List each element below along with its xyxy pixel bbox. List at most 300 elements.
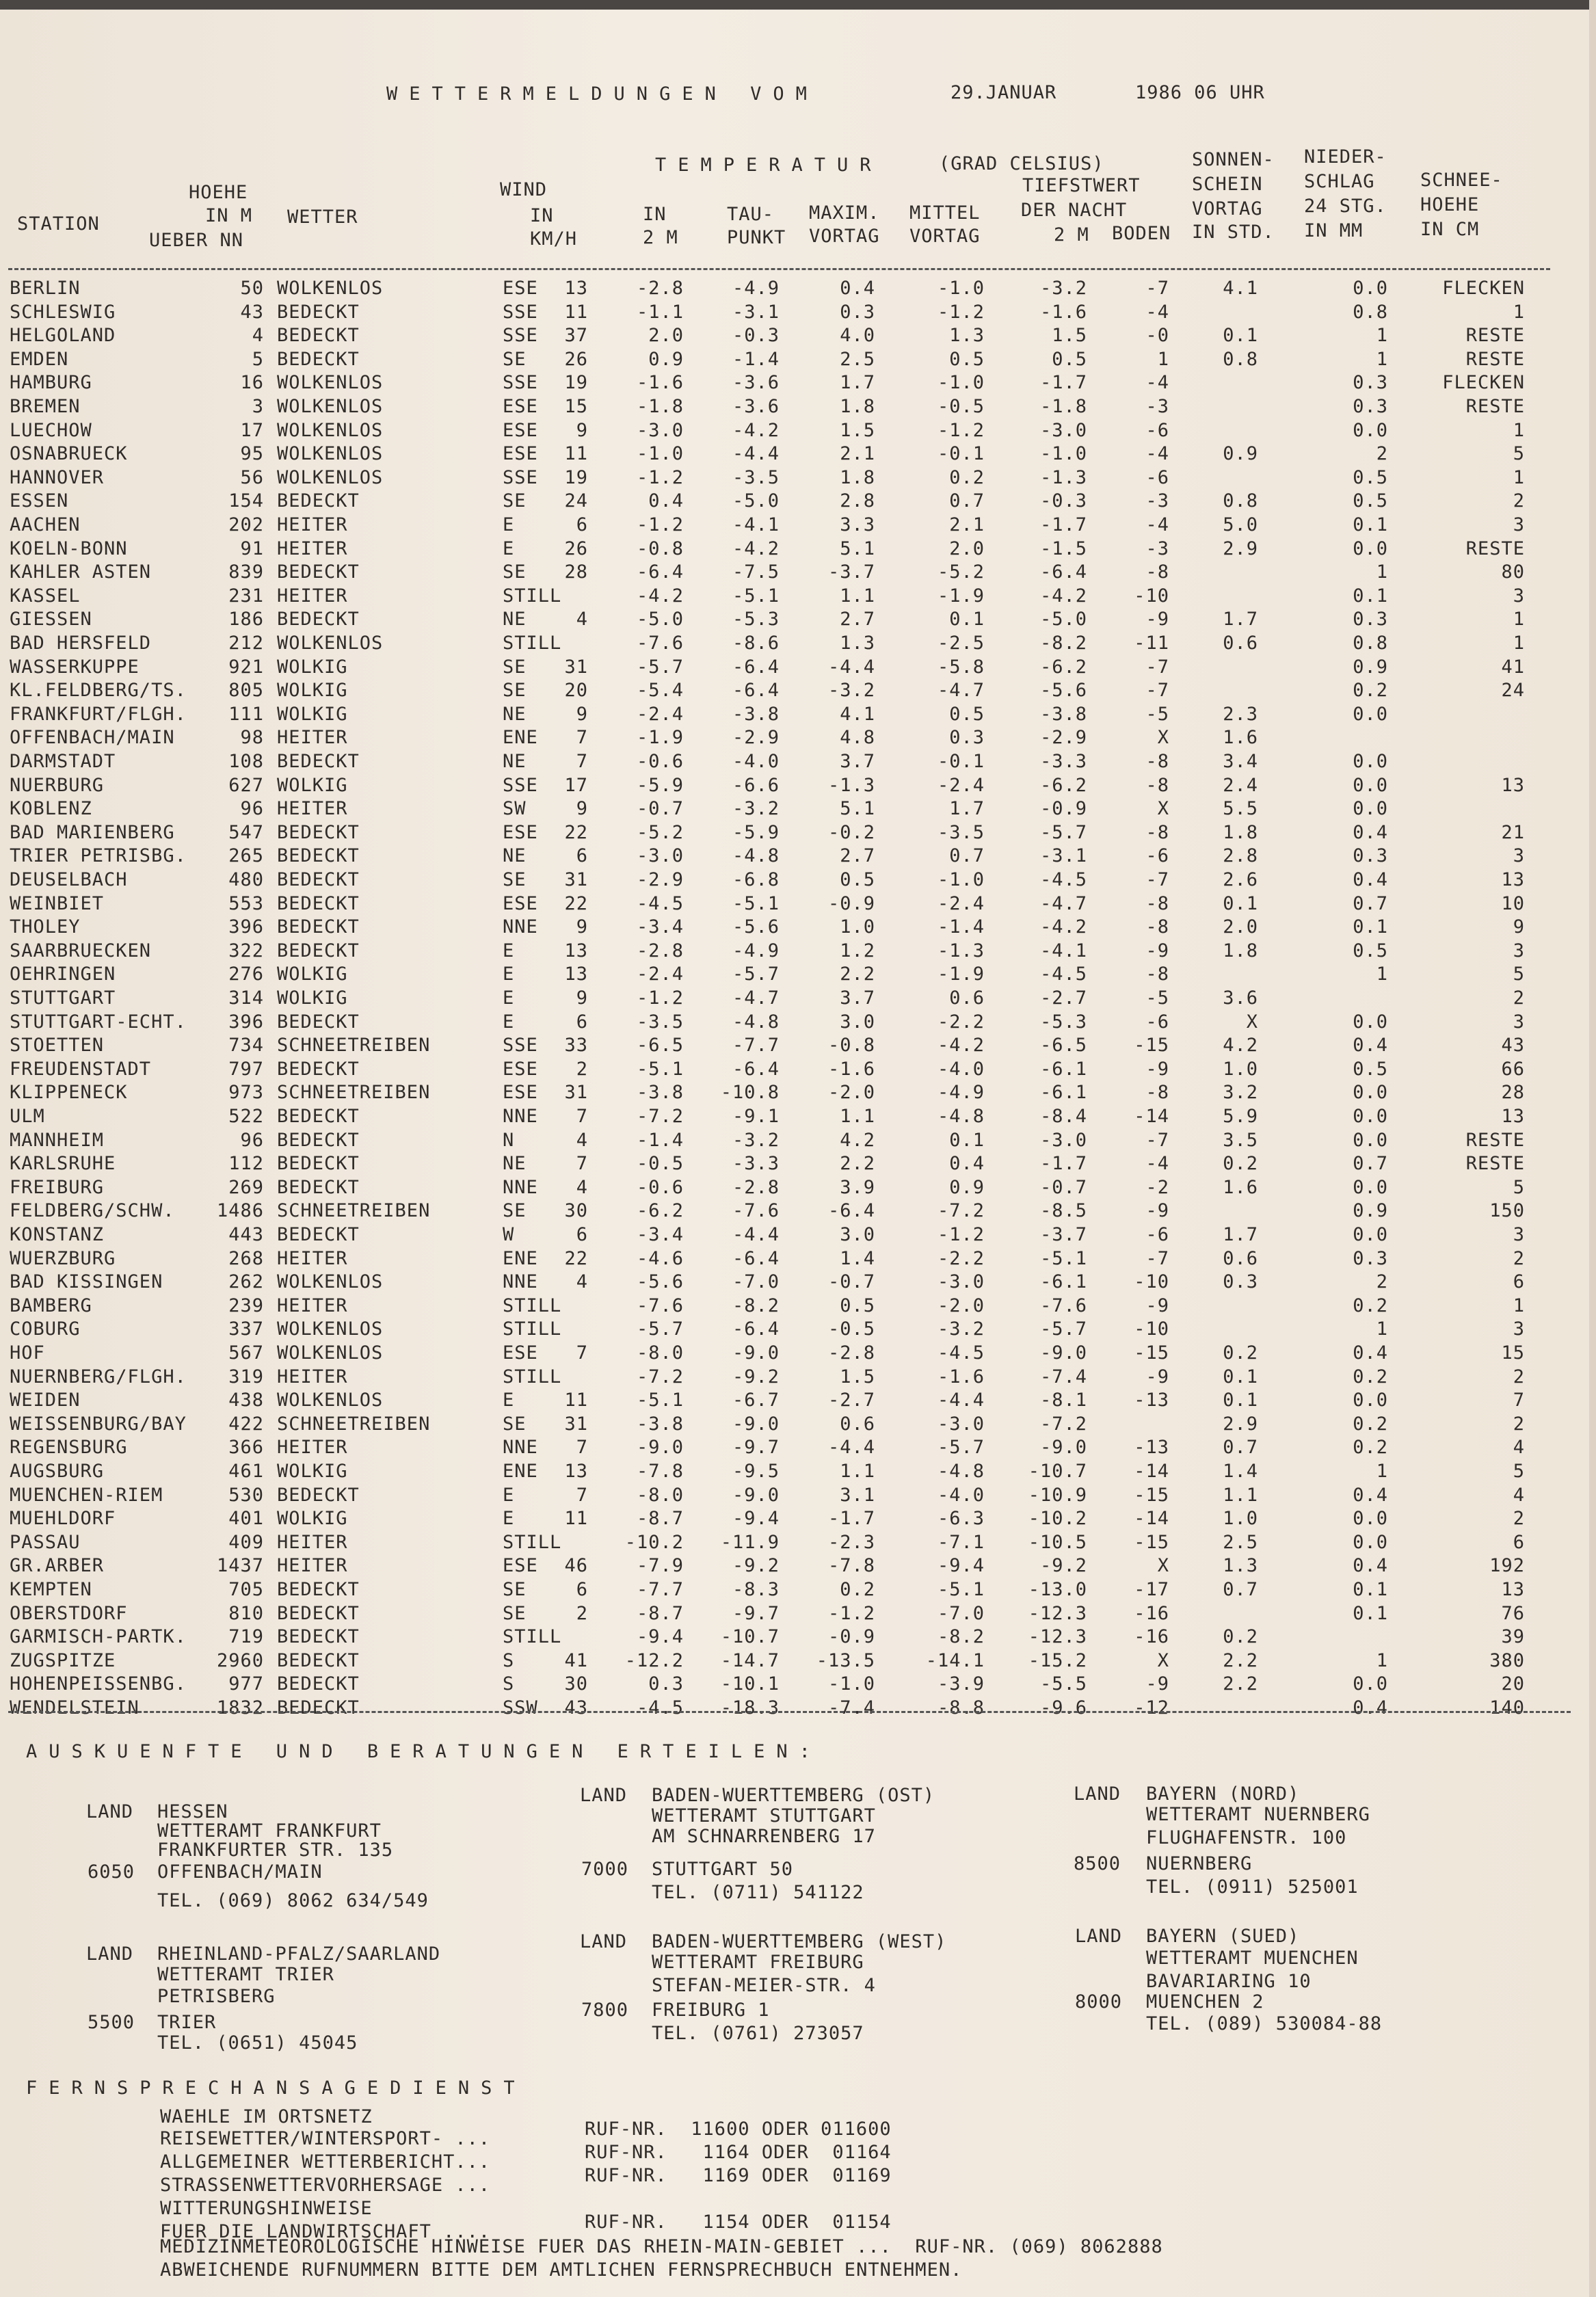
station-tiefst-boden: -6 <box>1145 1011 1169 1033</box>
table-row <box>0 1604 1596 1628</box>
station-taupunkt: -9.0 <box>732 1484 780 1506</box>
station-hoehe: 50 <box>240 278 264 299</box>
station-sonne: 0.6 <box>1223 633 1258 654</box>
station-sonne: 0.7 <box>1223 1437 1258 1459</box>
station-wind-dir: STILL <box>503 1294 562 1316</box>
station-tiefst-boden: -10 <box>1134 1318 1169 1340</box>
station-tiefst-2m: -9.6 <box>1039 1697 1087 1718</box>
address-region: BADEN-WUERTTEMBERG (OST) <box>652 1785 935 1806</box>
station-hoehe: 231 <box>228 585 264 607</box>
table-row <box>0 1533 1596 1556</box>
station-mittel-vortag: -1.0 <box>937 372 985 394</box>
station-taupunkt: -3.3 <box>732 1153 780 1175</box>
station-mittel-vortag: -2.4 <box>937 774 985 796</box>
station-wind-dir: STILL <box>503 1318 562 1340</box>
station-hoehe: 366 <box>228 1437 264 1459</box>
station-taupunkt: -6.8 <box>732 869 780 890</box>
station-wind-speed: 13 <box>564 278 588 299</box>
station-wetter: WOLKENLOS <box>277 1318 384 1340</box>
station-name: BERLIN <box>10 278 81 299</box>
station-wetter: WOLKENLOS <box>277 633 384 654</box>
station-temp-2m: -7.6 <box>636 1294 684 1316</box>
station-name: FELDBERG/SCHW. <box>10 1200 175 1222</box>
station-tiefst-boden: -3 <box>1145 490 1169 512</box>
table-row <box>0 516 1596 539</box>
station-wind-dir: E <box>503 987 515 1009</box>
station-wetter: WOLKENLOS <box>277 396 384 417</box>
station-wind-speed: 19 <box>564 466 588 488</box>
station-wetter: BEDECKT <box>277 751 360 772</box>
station-schneehoehe: RESTE <box>1465 396 1525 417</box>
station-mittel-vortag: -1.9 <box>937 964 985 985</box>
station-wetter: BEDECKT <box>277 869 360 890</box>
station-tiefst-boden: -6 <box>1145 419 1169 441</box>
station-max-vortag: -13.5 <box>816 1649 875 1671</box>
station-tiefst-boden: -8 <box>1145 892 1169 914</box>
station-wind-dir: NNE <box>503 1437 538 1459</box>
station-tiefst-boden: -11 <box>1134 633 1169 654</box>
address-tel: TEL. (0761) 273057 <box>652 2023 864 2044</box>
station-schneehoehe: 5 <box>1513 1176 1525 1198</box>
station-tiefst-boden: -17 <box>1134 1579 1169 1600</box>
station-mittel-vortag: 0.1 <box>949 1129 985 1151</box>
station-max-vortag: -0.8 <box>827 1035 875 1057</box>
station-niederschlag: 0.4 <box>1353 869 1388 890</box>
station-hoehe: 1486 <box>216 1200 264 1222</box>
station-sonne: 2.2 <box>1223 1673 1258 1695</box>
station-tiefst-boden: -7 <box>1145 869 1169 890</box>
station-wetter: BEDECKT <box>277 1697 360 1718</box>
station-sonne: 4.2 <box>1223 1035 1258 1057</box>
table-row <box>0 728 1596 752</box>
station-wetter: BEDECKT <box>277 325 360 347</box>
station-tiefst-boden: -16 <box>1134 1602 1169 1624</box>
station-hoehe: 262 <box>228 1271 264 1293</box>
station-tiefst-2m: -1.3 <box>1039 466 1087 488</box>
table-row <box>0 1415 1596 1438</box>
station-hoehe: 314 <box>228 987 264 1009</box>
table-row <box>0 918 1596 941</box>
station-max-vortag: 0.2 <box>840 1579 875 1600</box>
header-divider <box>8 268 1550 270</box>
station-hoehe: 17 <box>240 419 264 441</box>
station-wind-speed: 31 <box>564 1413 588 1435</box>
station-wind-dir: SSW <box>503 1697 538 1718</box>
station-sonne: 1.1 <box>1223 1484 1258 1506</box>
address-tel: TEL. (0711) 541122 <box>652 1882 864 1903</box>
station-wind-dir: E <box>503 1484 515 1506</box>
station-temp-2m: -7.8 <box>636 1461 684 1482</box>
station-temp-2m: -1.0 <box>636 443 684 465</box>
station-tiefst-boden: -4 <box>1145 514 1169 535</box>
station-temp-2m: -7.7 <box>636 1579 684 1600</box>
station-niederschlag: 0.4 <box>1353 1342 1388 1364</box>
station-temp-2m: -1.8 <box>636 396 684 417</box>
station-wind-dir: SE <box>503 1200 527 1222</box>
station-mittel-vortag: -1.3 <box>937 940 985 961</box>
station-tiefst-2m: -12.3 <box>1028 1602 1087 1624</box>
station-schneehoehe: 3 <box>1513 845 1525 867</box>
station-max-vortag: -0.2 <box>827 821 875 843</box>
station-niederschlag: 0.3 <box>1353 372 1388 394</box>
station-temp-2m: -6.5 <box>636 1035 684 1057</box>
station-taupunkt: -8.6 <box>732 633 780 654</box>
address-office: WETTERAMT STUTTGART <box>652 1805 876 1827</box>
station-schneehoehe: 39 <box>1501 1626 1525 1648</box>
station-temp-2m: -4.5 <box>636 1697 684 1718</box>
station-hoehe: 401 <box>228 1508 264 1530</box>
station-temp-2m: 0.4 <box>648 490 684 512</box>
station-sonne: 0.3 <box>1223 1271 1258 1293</box>
table-row <box>0 397 1596 421</box>
station-wind-speed: 22 <box>564 821 588 843</box>
station-wetter: BEDECKT <box>277 1673 360 1695</box>
station-tiefst-2m: -6.5 <box>1039 1035 1087 1057</box>
table-row <box>0 1486 1596 1509</box>
station-wetter: WOLKENLOS <box>277 466 384 488</box>
station-max-vortag: 1.1 <box>840 1461 875 1482</box>
station-sonne: 1.0 <box>1223 1508 1258 1530</box>
station-tiefst-2m: -4.1 <box>1039 940 1087 961</box>
station-wetter: HEITER <box>277 537 348 559</box>
station-taupunkt: -3.6 <box>732 372 780 394</box>
station-wetter: WOLKIG <box>277 680 348 702</box>
station-mittel-vortag: -7.0 <box>937 1602 985 1624</box>
station-tiefst-boden: -0 <box>1145 325 1169 347</box>
station-tiefst-boden: -9 <box>1145 1673 1169 1695</box>
station-sonne: 3.6 <box>1223 987 1258 1009</box>
station-schneehoehe: 2 <box>1513 987 1525 1009</box>
title-part-1: WETTERMELDUNGEN VOM <box>386 83 819 105</box>
station-name: OEHRINGEN <box>10 964 116 985</box>
station-wind-speed: 4 <box>576 609 588 630</box>
header-schnee-3: IN CM <box>1420 219 1480 240</box>
station-sonne: 0.2 <box>1223 1153 1258 1175</box>
station-niederschlag: 1 <box>1376 1318 1388 1340</box>
station-tiefst-2m: -7.4 <box>1039 1366 1087 1388</box>
station-wind-dir: NE <box>503 751 527 772</box>
station-taupunkt: -4.4 <box>732 443 780 465</box>
station-tiefst-2m: -3.0 <box>1039 1129 1087 1151</box>
station-wetter: BEDECKT <box>277 1153 360 1175</box>
station-wind-speed: 15 <box>564 396 588 417</box>
table-row <box>0 1675 1596 1698</box>
station-niederschlag: 1 <box>1376 325 1388 347</box>
station-hoehe: 4 <box>252 325 264 347</box>
station-temp-2m: -2.4 <box>636 964 684 985</box>
station-sonne: 1.4 <box>1223 1461 1258 1482</box>
station-schneehoehe: 24 <box>1501 680 1525 702</box>
station-mittel-vortag: -4.8 <box>937 1461 985 1482</box>
station-wetter: WOLKENLOS <box>277 372 384 394</box>
station-temp-2m: -10.2 <box>624 1531 684 1553</box>
station-taupunkt: -4.9 <box>732 940 780 961</box>
station-wetter: BEDECKT <box>277 916 360 938</box>
station-tiefst-2m: -1.7 <box>1039 372 1087 394</box>
address-land: LAND <box>580 1785 628 1806</box>
station-wind-dir: SE <box>503 1413 527 1435</box>
station-max-vortag: 2.1 <box>840 443 875 465</box>
station-schneehoehe: 2 <box>1513 1413 1525 1435</box>
station-tiefst-2m: -5.5 <box>1039 1673 1087 1695</box>
station-taupunkt: -9.1 <box>732 1106 780 1127</box>
station-temp-2m: -3.5 <box>636 1011 684 1033</box>
header-wetter: WETTER <box>287 207 358 228</box>
station-niederschlag: 0.1 <box>1353 585 1388 607</box>
station-tiefst-2m: -10.5 <box>1028 1531 1087 1553</box>
table-row <box>0 1556 1596 1580</box>
table-row <box>0 1083 1596 1106</box>
station-mittel-vortag: -4.2 <box>937 1035 985 1057</box>
station-tiefst-boden: -8 <box>1145 561 1169 583</box>
station-tiefst-2m: -4.5 <box>1039 869 1087 890</box>
station-wetter: HEITER <box>277 727 348 749</box>
station-tiefst-2m: -13.0 <box>1028 1579 1087 1600</box>
table-row <box>0 303 1596 326</box>
fernsprech-label-3: STRASSENWETTERVORHERSAGE ... <box>160 2175 491 2196</box>
station-schneehoehe: 1 <box>1513 301 1525 323</box>
station-mittel-vortag: 0.9 <box>949 1176 985 1198</box>
station-wetter: WOLKIG <box>277 703 348 725</box>
station-schneehoehe: 28 <box>1501 1082 1525 1104</box>
station-temp-2m: -6.2 <box>636 1200 684 1222</box>
station-tiefst-2m: -0.9 <box>1039 798 1087 820</box>
station-wind-speed: 30 <box>564 1200 588 1222</box>
station-tiefst-boden: -2 <box>1145 1176 1169 1198</box>
station-wetter: WOLKENLOS <box>277 419 384 441</box>
station-schneehoehe: 3 <box>1513 1011 1525 1033</box>
station-wind-dir: N <box>503 1129 515 1151</box>
table-row <box>0 1036 1596 1059</box>
station-name: FREUDENSTADT <box>10 1058 152 1080</box>
station-name: OFFENBACH/MAIN <box>10 727 175 749</box>
station-niederschlag: 0.4 <box>1353 1555 1388 1577</box>
station-schneehoehe: 20 <box>1501 1673 1525 1695</box>
station-mittel-vortag: -1.2 <box>937 301 985 323</box>
station-wind-speed: 17 <box>564 774 588 796</box>
station-wind-dir: ESE <box>503 396 538 417</box>
table-row <box>0 823 1596 847</box>
address-plz: 8500 <box>1074 1853 1121 1874</box>
station-taupunkt: -9.5 <box>732 1461 780 1482</box>
station-mittel-vortag: -3.0 <box>937 1413 985 1435</box>
station-taupunkt: -3.1 <box>732 301 780 323</box>
station-temp-2m: -1.9 <box>636 727 684 749</box>
station-wetter: WOLKIG <box>277 987 348 1009</box>
station-mittel-vortag: -3.9 <box>937 1673 985 1695</box>
station-tiefst-boden: -8 <box>1145 964 1169 985</box>
table-row <box>0 871 1596 894</box>
table-row <box>0 1462 1596 1485</box>
station-hoehe: 553 <box>228 892 264 914</box>
table-row <box>0 1368 1596 1391</box>
station-temp-2m: -3.4 <box>636 916 684 938</box>
station-temp-2m: -5.6 <box>636 1271 684 1293</box>
station-wind-speed: 7 <box>576 1106 588 1127</box>
station-mittel-vortag: -1.2 <box>937 1224 985 1245</box>
station-hoehe: 111 <box>228 703 264 725</box>
address-tel: TEL. (069) 8062 634/549 <box>157 1890 429 1911</box>
table-row <box>0 1580 1596 1604</box>
station-name: FREIBURG <box>10 1176 105 1198</box>
station-taupunkt: -6.4 <box>732 680 780 702</box>
station-sonne: 3.2 <box>1223 1082 1258 1104</box>
station-name: BAD MARIENBERG <box>10 821 175 843</box>
station-temp-2m: -5.7 <box>636 1318 684 1340</box>
station-schneehoehe: 6 <box>1513 1531 1525 1553</box>
station-name: MUENCHEN-RIEM <box>10 1484 163 1506</box>
header-tiefst-2m: 2 M <box>1054 224 1089 245</box>
station-mittel-vortag: -5.2 <box>937 561 985 583</box>
table-row <box>0 444 1596 468</box>
station-schneehoehe: 13 <box>1501 1579 1525 1600</box>
station-taupunkt: -9.2 <box>732 1366 780 1388</box>
station-sonne: 1.8 <box>1223 821 1258 843</box>
station-wetter: HEITER <box>277 1294 348 1316</box>
station-sonne: 1.7 <box>1223 609 1258 630</box>
station-niederschlag: 0.5 <box>1353 490 1388 512</box>
station-wind-speed: 31 <box>564 869 588 890</box>
station-schneehoehe: RESTE <box>1465 1129 1525 1151</box>
table-row <box>0 610 1596 633</box>
fernsprech-ortsnetz: WAEHLE IM ORTSNETZ <box>160 2106 373 2127</box>
station-mittel-vortag: -0.1 <box>937 443 985 465</box>
station-hoehe: 734 <box>228 1035 264 1057</box>
station-mittel-vortag: 0.7 <box>949 845 985 867</box>
station-wind-dir: SSE <box>503 372 538 394</box>
station-schneehoehe: 6 <box>1513 1271 1525 1293</box>
station-niederschlag: 0.0 <box>1353 774 1388 796</box>
table-row <box>0 1154 1596 1178</box>
station-hoehe: 2960 <box>216 1649 264 1671</box>
station-temp-2m: -2.4 <box>636 703 684 725</box>
station-tiefst-boden: -8 <box>1145 821 1169 843</box>
station-tiefst-2m: -15.2 <box>1028 1649 1087 1671</box>
station-name: KAHLER ASTEN <box>10 561 152 583</box>
station-schneehoehe: 380 <box>1489 1649 1525 1671</box>
station-tiefst-boden: -8 <box>1145 774 1169 796</box>
table-row <box>0 1320 1596 1343</box>
station-sonne: X <box>1246 1011 1258 1033</box>
station-wind-dir: ESE <box>503 443 538 465</box>
header-sonne-2: SCHEIN <box>1192 174 1263 195</box>
station-name: EMDEN <box>10 348 69 370</box>
station-hoehe: 921 <box>228 656 264 678</box>
header-maxim-1: MAXIM. <box>809 202 880 224</box>
title-date: 29.JANUAR <box>950 82 1057 103</box>
header-wind-1: WIND <box>500 179 548 200</box>
station-max-vortag: 3.1 <box>840 1484 875 1506</box>
station-tiefst-2m: -0.7 <box>1039 1176 1087 1198</box>
station-niederschlag: 0.2 <box>1353 1294 1388 1316</box>
station-max-vortag: 3.9 <box>840 1176 875 1198</box>
station-niederschlag: 0.5 <box>1353 466 1388 488</box>
station-tiefst-boden: -3 <box>1145 537 1169 559</box>
station-mittel-vortag: 0.5 <box>949 348 985 370</box>
station-name: HOF <box>10 1342 45 1364</box>
station-max-vortag: 4.2 <box>840 1129 875 1151</box>
station-hoehe: 108 <box>228 751 264 772</box>
address-city: STUTTGART 50 <box>652 1859 794 1880</box>
station-tiefst-boden: -8 <box>1145 1082 1169 1104</box>
table-row <box>0 799 1596 823</box>
station-wind-dir: ESE <box>503 419 538 441</box>
station-mittel-vortag: 1.7 <box>949 798 985 820</box>
station-tiefst-2m: -9.0 <box>1039 1342 1087 1364</box>
station-niederschlag: 0.7 <box>1353 1153 1388 1175</box>
station-mittel-vortag: -7.2 <box>937 1200 985 1222</box>
address-plz: 5500 <box>88 2012 135 2033</box>
header-schnee-1: SCHNEE- <box>1420 170 1503 191</box>
station-mittel-vortag: -5.7 <box>937 1437 985 1459</box>
station-schneehoehe: 13 <box>1501 1106 1525 1127</box>
station-max-vortag: -2.3 <box>827 1531 875 1553</box>
station-niederschlag: 0.2 <box>1353 680 1388 702</box>
station-sonne: 1.8 <box>1223 940 1258 961</box>
station-max-vortag: 1.1 <box>840 585 875 607</box>
station-max-vortag: 1.1 <box>840 1106 875 1127</box>
station-name: KOELN-BONN <box>10 537 128 559</box>
station-tiefst-2m: -2.9 <box>1039 727 1087 749</box>
address-city: NUERNBERG <box>1146 1853 1253 1874</box>
station-temp-2m: -7.6 <box>636 633 684 654</box>
fernsprech-label-2: ALLGEMEINER WETTERBERICHT... <box>160 2151 491 2173</box>
station-niederschlag: 0.2 <box>1353 1413 1388 1435</box>
station-schneehoehe: 2 <box>1513 490 1525 512</box>
station-temp-2m: -2.8 <box>636 278 684 299</box>
station-wind-dir: ESE <box>503 1058 538 1080</box>
header-taupunkt-1: TAU- <box>727 204 775 225</box>
station-niederschlag: 0.5 <box>1353 1058 1388 1080</box>
station-sonne: 0.1 <box>1223 892 1258 914</box>
header-sonne-1: SONNEN- <box>1192 149 1275 170</box>
address-land: LAND <box>86 1943 134 1965</box>
station-mittel-vortag: -4.4 <box>937 1390 985 1411</box>
station-taupunkt: -4.2 <box>732 537 780 559</box>
station-temp-2m: -3.0 <box>636 845 684 867</box>
station-name: GR.ARBER <box>10 1555 105 1577</box>
station-wind-speed: 2 <box>576 1602 588 1624</box>
station-wetter: SCHNEETREIBEN <box>277 1413 431 1435</box>
station-tiefst-boden: -8 <box>1145 916 1169 938</box>
station-tiefst-boden: -12 <box>1134 1697 1169 1718</box>
station-hoehe: 1437 <box>216 1555 264 1577</box>
station-niederschlag: 0.4 <box>1353 1484 1388 1506</box>
station-tiefst-2m: -10.7 <box>1028 1461 1087 1482</box>
station-name: HAMBURG <box>10 372 92 394</box>
station-schneehoehe: 1 <box>1513 609 1525 630</box>
station-tiefst-2m: -2.7 <box>1039 987 1087 1009</box>
station-wind-speed: 22 <box>564 892 588 914</box>
station-niederschlag: 0.4 <box>1353 1697 1388 1718</box>
station-niederschlag: 1 <box>1376 1461 1388 1482</box>
station-sonne: 3.5 <box>1223 1129 1258 1151</box>
station-niederschlag: 0.0 <box>1353 1531 1388 1553</box>
station-schneehoehe: 43 <box>1501 1035 1525 1057</box>
station-wind-speed: 6 <box>576 845 588 867</box>
station-temp-2m: -1.2 <box>636 987 684 1009</box>
address-street: FLUGHAFENSTR. 100 <box>1146 1827 1347 1848</box>
station-schneehoehe: 5 <box>1513 1461 1525 1482</box>
station-max-vortag: 1.0 <box>840 916 875 938</box>
address-land: LAND <box>1074 1783 1121 1805</box>
station-taupunkt: -7.5 <box>732 561 780 583</box>
table-row <box>0 1013 1596 1036</box>
table-row <box>0 965 1596 988</box>
table-row <box>0 587 1596 610</box>
station-schneehoehe: RESTE <box>1465 325 1525 347</box>
station-schneehoehe: 3 <box>1513 514 1525 535</box>
